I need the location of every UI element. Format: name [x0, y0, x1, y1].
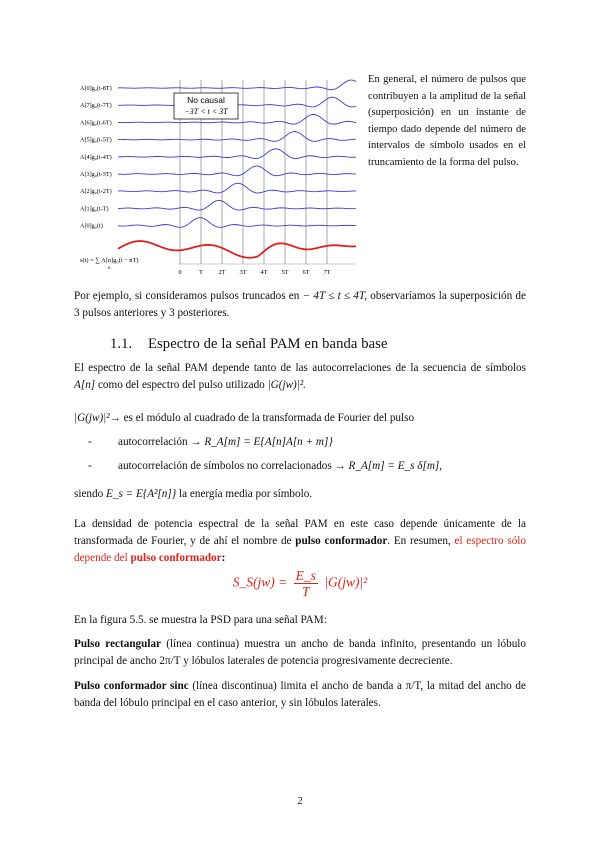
- time-tick-label: 7T: [323, 269, 331, 276]
- section-heading: [110, 336, 388, 353]
- pulse-wave: [118, 183, 356, 193]
- box-label-1: No causal: [187, 95, 225, 105]
- bullet-autocorrelation: [88, 436, 333, 448]
- time-tick-label: 0: [178, 269, 182, 276]
- paragraph-sinc-pulse: [74, 678, 526, 712]
- para1-text-a: Por ejemplo, si consideramos pulsos truncados en: [74, 290, 303, 302]
- pulse-wave: [118, 218, 356, 228]
- bullet-text: autocorrelación de símbolos no correlacionados →: [118, 460, 349, 472]
- para4-text-a: siendo: [74, 488, 107, 500]
- eq-rhs: |G(jw)|²: [324, 574, 368, 590]
- paragraph-truncation: [74, 288, 526, 322]
- row-label: A[5]g₀(t-5T): [80, 136, 112, 144]
- time-tick-label: 4T: [260, 269, 268, 276]
- para5-text-a: La densidad de potencia espectral de la señal PAM en este caso depende únicamente de la transformada de Fourier, y de ahí el nombre de: [74, 518, 526, 547]
- row-label: A[2]g₀(t-2T): [80, 188, 112, 196]
- pulse-wave: [118, 149, 356, 159]
- para8-text: (línea discontinua) limita el ancho de banda a π/T, la mitad del ancho de banda del lóbulo principal en el caso anterior, y sin lóbulos laterales.: [74, 680, 526, 709]
- para7-bold: Pulso rectangular: [74, 638, 162, 650]
- sum-index: n: [108, 266, 111, 271]
- time-tick-label: 5T: [281, 269, 289, 276]
- row-label: A[0]g₀(t-8T): [80, 85, 112, 92]
- para5-colon: :: [221, 552, 226, 564]
- para2-an: A[n]: [74, 379, 96, 391]
- bullet-text: autocorrelación →: [118, 436, 205, 448]
- row-label: A[1]g₀(t-T): [80, 205, 109, 213]
- time-tick-label: 2T: [218, 269, 226, 276]
- bullet-dash: -: [88, 460, 92, 472]
- pulse-wave: [118, 200, 356, 210]
- row-label: A[4]g₀(t-4T): [80, 153, 112, 161]
- para3-g: |G(jw)|²: [74, 412, 110, 424]
- paragraph-figure-ref: En la figura 5.5. se muestra la PSD para una señal PAM:: [74, 614, 327, 626]
- eq-fraction: [294, 568, 318, 599]
- para2-text-b: como del espectro del pulso utilizado: [95, 379, 268, 391]
- superposition-curve: [118, 241, 356, 258]
- box-label-2: −3T < t < 3T: [184, 107, 228, 116]
- eq-denominator: T: [301, 584, 310, 599]
- section-title: Espectro de la señal PAM en banda base: [148, 336, 388, 352]
- paragraph-energy: [74, 486, 526, 503]
- row-label: A[3]g₀(t-3T): [80, 171, 112, 178]
- paragraph-spectrum: [74, 360, 526, 394]
- pulse-wave: [118, 166, 356, 176]
- para3-text: → es el módulo al cuadrado de la transformada de Fourier del pulso: [109, 412, 415, 424]
- time-tick-label: 6T: [302, 269, 310, 276]
- para1-math: − 4T ≤ t ≤ 4T,: [302, 290, 368, 302]
- psd-equation: [0, 568, 600, 599]
- paragraph-rect-pulse: [74, 636, 526, 670]
- row-label: A[7]g₀(t-7T): [80, 102, 112, 110]
- paragraph-g-definition: [74, 410, 526, 427]
- superposition-figure: [78, 76, 358, 282]
- para2-g: |G(jw)|².: [267, 379, 306, 391]
- eq-numerator: E_s: [295, 568, 316, 583]
- row-label: A[6]g₀(t-6T): [80, 119, 112, 127]
- para2-text-a: El espectro de la señal PAM depende tanto de las autocorrelaciones de la secuencia de símbolos: [74, 362, 526, 374]
- section-number: 1.1.: [110, 336, 133, 352]
- pulse-wave: [118, 80, 356, 90]
- para4-math: E_s = E{A²[n]}: [106, 488, 177, 500]
- bullet-math: R_A[m] = E{A[n]A[n + m]}: [204, 436, 333, 448]
- figure-side-text: En general, el número de pulsos que contribuyen a la amplitud de la señal (superposición) en un instante de tiempo dado depende del número de intervalos de símbolo usados en el truncamiento de la forma del pulso.: [368, 74, 526, 168]
- sum-label: s(t) = ∑ A[n]g₀(t − nT): [80, 257, 139, 264]
- page-number: 2: [297, 795, 303, 807]
- paragraph-psd: [74, 516, 526, 567]
- bullet-uncorrelated: [88, 460, 442, 472]
- bullet-math: R_A[m] = E_s δ[m],: [348, 460, 443, 472]
- para5-red: el espectro sólo depende del: [74, 535, 526, 564]
- row-label: A[0]g₀(t): [80, 222, 103, 230]
- time-tick-label: T: [199, 269, 203, 276]
- pulse-wave: [118, 132, 356, 142]
- para7-text: (línea continua) muestra un ancho de banda infinito, presentando un lóbulo principal de ancho 2π/T y lóbulos laterales de potencia progresivamente decreciente.: [74, 638, 526, 667]
- para5-text-b: . En resumen,: [387, 535, 455, 547]
- para5-bold: pulso conformador: [295, 535, 388, 547]
- para1-text-b: observaríamos la superposición de 3 pulsos anteriores y 3 posteriores.: [74, 290, 526, 319]
- para8-bold: Pulso conformador sinc: [74, 680, 189, 692]
- bullet-dash: -: [88, 436, 92, 448]
- time-tick-label: 3T: [239, 269, 247, 276]
- para5-red-bold: pulso conformador: [130, 552, 222, 564]
- eq-lhs: S_S(jw) =: [232, 574, 288, 590]
- para4-text-b: la energía media por símbolo.: [176, 488, 313, 500]
